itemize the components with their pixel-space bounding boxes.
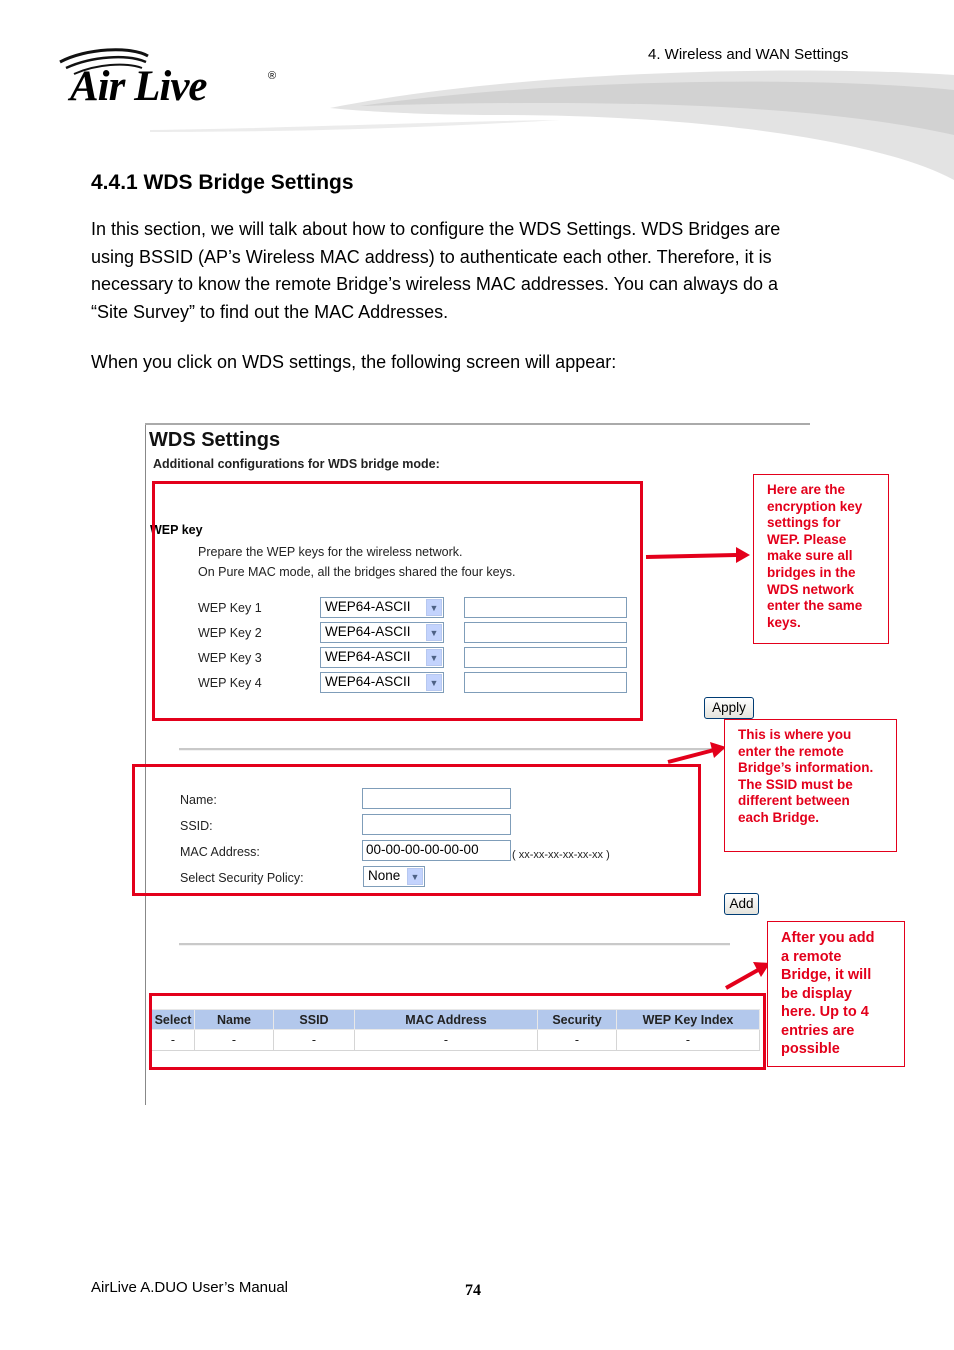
footer-manual-title: AirLive A.DUO User’s Manual bbox=[91, 1279, 289, 1296]
table-note-callout bbox=[767, 921, 905, 1067]
note-line: settings for bbox=[767, 515, 841, 531]
wep-key-2-label: WEP Key 2 bbox=[198, 626, 262, 640]
table-cell: - bbox=[538, 1030, 617, 1051]
chevron-down-icon[interactable]: ▼ bbox=[426, 649, 442, 666]
wep-key-1-label: WEP Key 1 bbox=[198, 601, 262, 615]
section-divider bbox=[179, 943, 730, 946]
note-line: The SSID must be bbox=[738, 776, 853, 792]
security-policy-value: None bbox=[368, 868, 401, 883]
note-line: WEP. Please bbox=[767, 531, 847, 547]
note-line: Here are the bbox=[767, 482, 846, 497]
note-line: be display bbox=[781, 985, 852, 1002]
intro-line: “Site Survey” to find out the MAC Addresses. bbox=[91, 301, 449, 322]
wep-key-4-label: WEP Key 4 bbox=[198, 676, 262, 690]
wep-key-3-label: WEP Key 3 bbox=[198, 651, 262, 665]
note-line: entries are bbox=[781, 1022, 855, 1039]
apply-button[interactable]: Apply bbox=[704, 697, 754, 719]
column-header-name: Name bbox=[195, 1010, 274, 1030]
table-cell: - bbox=[152, 1030, 195, 1051]
table-cell: - bbox=[355, 1030, 538, 1051]
table-cell: - bbox=[617, 1030, 760, 1051]
mac-address-input[interactable]: 00-00-00-00-00-00 bbox=[362, 840, 511, 861]
column-header-ssid: SSID bbox=[274, 1010, 355, 1030]
remote-bridge-highlight-box bbox=[132, 764, 701, 896]
table-cell: - bbox=[274, 1030, 355, 1051]
wep-key-2-type-value: WEP64-ASCII bbox=[325, 624, 411, 639]
note-line: each Bridge. bbox=[738, 809, 820, 825]
note-line: enter the remote bbox=[738, 743, 844, 759]
wep-key-4-type-value: WEP64-ASCII bbox=[325, 674, 411, 689]
wep-key-heading: WEP key bbox=[150, 523, 203, 537]
wep-description-2: On Pure MAC mode, all the bridges shared the four keys. bbox=[198, 565, 516, 579]
ssid-label: SSID: bbox=[180, 819, 213, 833]
column-header-select: Select bbox=[152, 1010, 195, 1030]
wep-description-1: Prepare the WEP keys for the wireless network. bbox=[198, 545, 463, 559]
table-cell: - bbox=[195, 1030, 274, 1051]
wds-settings-title: WDS Settings bbox=[149, 429, 281, 451]
airlive-logo bbox=[56, 48, 286, 114]
chevron-down-icon[interactable]: ▼ bbox=[407, 868, 423, 885]
column-header-wep-key-index: WEP Key Index bbox=[617, 1010, 760, 1030]
note-line: keys. bbox=[767, 614, 801, 630]
name-label: Name: bbox=[180, 793, 217, 807]
note-line: make sure all bbox=[767, 548, 853, 564]
chapter-header: 4. Wireless and WAN Settings bbox=[648, 46, 849, 63]
note-line: enter the same bbox=[767, 598, 863, 614]
note-line: encryption key bbox=[767, 498, 863, 514]
note-line: a remote bbox=[781, 948, 842, 965]
screen-intro-paragraph: When you click on WDS settings, the following screen will appear: bbox=[91, 352, 617, 372]
chevron-down-icon[interactable]: ▼ bbox=[426, 674, 442, 691]
note-line: Bridge’s information. bbox=[738, 760, 874, 776]
logo-text: Air Live bbox=[70, 63, 207, 110]
screenshot-top-border bbox=[145, 423, 810, 425]
section-title: 4.4.1 WDS Bridge Settings bbox=[91, 171, 354, 194]
wep-key-3-type-value: WEP64-ASCII bbox=[325, 649, 411, 664]
mac-address-label: MAC Address: bbox=[180, 845, 260, 859]
add-button[interactable]: Add bbox=[724, 893, 759, 915]
section-divider bbox=[179, 748, 730, 751]
wep-note-callout bbox=[753, 474, 889, 644]
note-line: here. Up to 4 bbox=[781, 1004, 869, 1020]
intro-line: necessary to know the remote Bridge’s wireless MAC addresses. You can always do a bbox=[91, 274, 779, 294]
intro-line: using BSSID (AP’s Wireless MAC address) to authenticate each other. Therefore, it is bbox=[91, 246, 772, 267]
chevron-down-icon[interactable]: ▼ bbox=[426, 599, 442, 616]
note-line: possible bbox=[781, 1041, 840, 1057]
note-line: Bridge, it will bbox=[781, 967, 872, 983]
wep-settings-highlight-box bbox=[152, 481, 643, 721]
wep-key-1-type-value: WEP64-ASCII bbox=[325, 599, 411, 614]
intro-paragraph bbox=[91, 216, 871, 326]
intro-line: In this section, we will talk about how to configure the WDS Settings. WDS Bridges are bbox=[91, 219, 781, 239]
remote-bridge-note-callout bbox=[724, 719, 897, 852]
security-policy-label: Select Security Policy: bbox=[180, 871, 304, 885]
arrow-icon bbox=[640, 540, 760, 570]
logo-registered-mark: ® bbox=[268, 70, 277, 82]
note-line: bridges in the bbox=[767, 564, 856, 580]
note-line: WDS network bbox=[767, 581, 855, 597]
table-highlight-box bbox=[149, 993, 766, 1070]
chevron-down-icon[interactable]: ▼ bbox=[426, 624, 442, 641]
page-number: 74 bbox=[465, 1282, 481, 1299]
column-header-security: Security bbox=[538, 1010, 617, 1030]
mac-format-hint: ( xx-xx-xx-xx-xx-xx ) bbox=[512, 849, 610, 861]
wds-settings-subtitle: Additional configurations for WDS bridge mode: bbox=[153, 457, 440, 471]
note-line: After you add bbox=[781, 930, 875, 946]
note-line: different between bbox=[738, 793, 850, 809]
column-header-mac-address: MAC Address bbox=[355, 1010, 538, 1030]
note-line: This is where you bbox=[738, 727, 852, 742]
